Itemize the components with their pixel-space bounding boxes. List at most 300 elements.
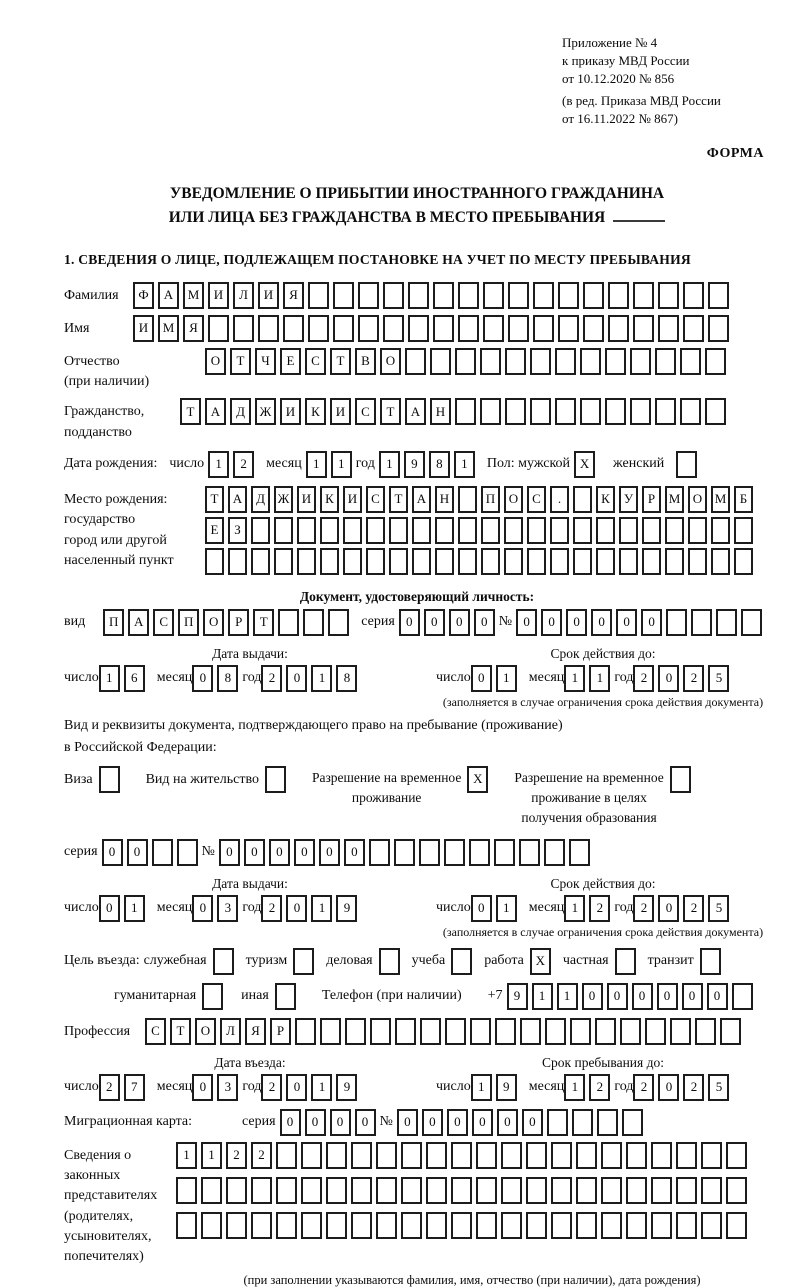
char-cell[interactable] bbox=[626, 1177, 647, 1204]
char-cell[interactable]: 2 bbox=[589, 1074, 610, 1101]
char-cell[interactable]: П bbox=[103, 609, 124, 636]
char-cell[interactable] bbox=[433, 315, 454, 342]
char-cell[interactable] bbox=[326, 1142, 347, 1169]
purpose-tranzit-checkbox[interactable] bbox=[700, 948, 725, 975]
char-cell[interactable] bbox=[295, 1018, 316, 1045]
char-cell[interactable]: 0 bbox=[330, 1109, 351, 1136]
char-cell[interactable] bbox=[550, 517, 569, 544]
char-cell[interactable] bbox=[343, 548, 362, 575]
char-cell[interactable] bbox=[99, 766, 120, 793]
char-cell[interactable] bbox=[251, 517, 270, 544]
char-cell[interactable] bbox=[495, 1018, 516, 1045]
char-cell[interactable] bbox=[544, 839, 565, 866]
char-cell[interactable] bbox=[251, 548, 270, 575]
char-cell[interactable] bbox=[691, 609, 712, 636]
char-cell[interactable]: 8 bbox=[429, 451, 450, 478]
char-cell[interactable]: 0 bbox=[305, 1109, 326, 1136]
char-cell[interactable] bbox=[405, 348, 426, 375]
char-cell[interactable] bbox=[481, 517, 500, 544]
char-cell[interactable]: 0 bbox=[472, 1109, 493, 1136]
char-cell[interactable]: 0 bbox=[127, 839, 148, 866]
char-cell[interactable]: С bbox=[145, 1018, 166, 1045]
rvpo-checkbox[interactable] bbox=[670, 766, 695, 793]
char-cell[interactable] bbox=[701, 1142, 722, 1169]
char-cell[interactable] bbox=[580, 348, 601, 375]
char-cell[interactable] bbox=[508, 315, 529, 342]
char-cell[interactable]: 0 bbox=[355, 1109, 376, 1136]
char-cell[interactable] bbox=[455, 398, 476, 425]
char-cell[interactable]: 5 bbox=[708, 895, 729, 922]
char-cell[interactable]: 0 bbox=[541, 609, 562, 636]
purpose-delovaya-checkbox[interactable] bbox=[379, 948, 404, 975]
char-cell[interactable]: 0 bbox=[422, 1109, 443, 1136]
char-cell[interactable]: К bbox=[320, 486, 339, 513]
char-cell[interactable] bbox=[551, 1177, 572, 1204]
char-cell[interactable] bbox=[358, 282, 379, 309]
char-cell[interactable] bbox=[595, 1018, 616, 1045]
char-cell[interactable]: X bbox=[574, 451, 595, 478]
char-cell[interactable] bbox=[527, 517, 546, 544]
char-cell[interactable] bbox=[412, 517, 431, 544]
char-cell[interactable] bbox=[320, 1018, 341, 1045]
char-cell[interactable] bbox=[676, 1142, 697, 1169]
char-cell[interactable] bbox=[573, 486, 592, 513]
char-cell[interactable] bbox=[633, 282, 654, 309]
char-cell[interactable] bbox=[658, 315, 679, 342]
char-cell[interactable] bbox=[555, 398, 576, 425]
char-cell[interactable] bbox=[605, 348, 626, 375]
char-cell[interactable] bbox=[501, 1177, 522, 1204]
char-cell[interactable]: 2 bbox=[683, 1074, 704, 1101]
char-cell[interactable] bbox=[320, 517, 339, 544]
char-cell[interactable]: 2 bbox=[633, 665, 654, 692]
char-cell[interactable] bbox=[545, 1018, 566, 1045]
char-cell[interactable]: С bbox=[527, 486, 546, 513]
char-cell[interactable]: О bbox=[380, 348, 401, 375]
char-cell[interactable] bbox=[550, 548, 569, 575]
char-cell[interactable] bbox=[444, 839, 465, 866]
char-cell[interactable]: Е bbox=[280, 348, 301, 375]
char-cell[interactable] bbox=[451, 1177, 472, 1204]
char-cell[interactable]: 1 bbox=[564, 1074, 585, 1101]
char-cell[interactable]: 0 bbox=[244, 839, 265, 866]
char-cell[interactable] bbox=[732, 983, 753, 1010]
char-cell[interactable] bbox=[596, 517, 615, 544]
char-cell[interactable] bbox=[642, 517, 661, 544]
char-cell[interactable]: 0 bbox=[397, 1109, 418, 1136]
char-cell[interactable] bbox=[458, 315, 479, 342]
char-cell[interactable] bbox=[276, 1212, 297, 1239]
char-cell[interactable]: Б bbox=[734, 486, 753, 513]
char-cell[interactable] bbox=[301, 1212, 322, 1239]
char-cell[interactable]: 8 bbox=[217, 665, 238, 692]
char-cell[interactable] bbox=[555, 348, 576, 375]
char-cell[interactable]: 0 bbox=[516, 609, 537, 636]
vnzh-checkbox[interactable] bbox=[265, 766, 290, 793]
char-cell[interactable]: 0 bbox=[658, 1074, 679, 1101]
char-cell[interactable]: 9 bbox=[336, 1074, 357, 1101]
char-cell[interactable] bbox=[576, 1177, 597, 1204]
char-cell[interactable] bbox=[630, 398, 651, 425]
char-cell[interactable] bbox=[605, 398, 626, 425]
char-cell[interactable] bbox=[297, 548, 316, 575]
char-cell[interactable]: Д bbox=[230, 398, 251, 425]
char-cell[interactable]: 0 bbox=[424, 609, 445, 636]
char-cell[interactable] bbox=[274, 517, 293, 544]
char-cell[interactable]: П bbox=[481, 486, 500, 513]
char-cell[interactable] bbox=[651, 1212, 672, 1239]
char-cell[interactable] bbox=[476, 1142, 497, 1169]
char-cell[interactable] bbox=[501, 1142, 522, 1169]
char-cell[interactable]: Р bbox=[270, 1018, 291, 1045]
char-cell[interactable]: 0 bbox=[471, 895, 492, 922]
char-cell[interactable] bbox=[408, 315, 429, 342]
purpose-inaya-checkbox[interactable] bbox=[275, 983, 300, 1010]
char-cell[interactable] bbox=[601, 1177, 622, 1204]
char-cell[interactable] bbox=[376, 1142, 397, 1169]
char-cell[interactable] bbox=[351, 1177, 372, 1204]
char-cell[interactable]: И bbox=[208, 282, 229, 309]
char-cell[interactable]: 0 bbox=[497, 1109, 518, 1136]
char-cell[interactable] bbox=[569, 839, 590, 866]
char-cell[interactable]: Т bbox=[180, 398, 201, 425]
char-cell[interactable] bbox=[202, 983, 223, 1010]
char-cell[interactable]: 9 bbox=[404, 451, 425, 478]
char-cell[interactable]: Ч bbox=[255, 348, 276, 375]
visa-checkbox[interactable] bbox=[99, 766, 124, 793]
char-cell[interactable]: 1 bbox=[331, 451, 352, 478]
purpose-ucheba-checkbox[interactable] bbox=[451, 948, 476, 975]
char-cell[interactable] bbox=[608, 315, 629, 342]
char-cell[interactable]: 0 bbox=[219, 839, 240, 866]
gender-male-checkbox[interactable] bbox=[574, 451, 599, 478]
char-cell[interactable]: 2 bbox=[99, 1074, 120, 1101]
char-cell[interactable] bbox=[576, 1142, 597, 1169]
char-cell[interactable]: Н bbox=[435, 486, 454, 513]
char-cell[interactable] bbox=[633, 315, 654, 342]
char-cell[interactable]: О bbox=[504, 486, 523, 513]
char-cell[interactable]: М bbox=[665, 486, 684, 513]
char-cell[interactable] bbox=[655, 398, 676, 425]
char-cell[interactable]: Ж bbox=[274, 486, 293, 513]
char-cell[interactable] bbox=[676, 1212, 697, 1239]
char-cell[interactable] bbox=[608, 282, 629, 309]
char-cell[interactable] bbox=[665, 548, 684, 575]
char-cell[interactable] bbox=[293, 948, 314, 975]
char-cell[interactable] bbox=[201, 1212, 222, 1239]
char-cell[interactable] bbox=[426, 1212, 447, 1239]
char-cell[interactable] bbox=[389, 517, 408, 544]
char-cell[interactable]: Т bbox=[380, 398, 401, 425]
char-cell[interactable]: С bbox=[366, 486, 385, 513]
char-cell[interactable] bbox=[688, 548, 707, 575]
char-cell[interactable] bbox=[573, 517, 592, 544]
char-cell[interactable]: 0 bbox=[658, 895, 679, 922]
char-cell[interactable] bbox=[205, 548, 224, 575]
char-cell[interactable]: И bbox=[297, 486, 316, 513]
char-cell[interactable]: З bbox=[228, 517, 247, 544]
char-cell[interactable] bbox=[476, 1177, 497, 1204]
char-cell[interactable]: 0 bbox=[566, 609, 587, 636]
char-cell[interactable] bbox=[258, 315, 279, 342]
char-cell[interactable] bbox=[333, 282, 354, 309]
char-cell[interactable] bbox=[726, 1142, 747, 1169]
char-cell[interactable]: 9 bbox=[496, 1074, 517, 1101]
char-cell[interactable] bbox=[275, 983, 296, 1010]
char-cell[interactable]: 0 bbox=[682, 983, 703, 1010]
char-cell[interactable] bbox=[376, 1177, 397, 1204]
char-cell[interactable]: 1 bbox=[99, 665, 120, 692]
char-cell[interactable]: 0 bbox=[447, 1109, 468, 1136]
char-cell[interactable]: 0 bbox=[591, 609, 612, 636]
char-cell[interactable] bbox=[676, 451, 697, 478]
char-cell[interactable] bbox=[458, 548, 477, 575]
purpose-sluzhebnaya-checkbox[interactable] bbox=[213, 948, 238, 975]
char-cell[interactable] bbox=[676, 1177, 697, 1204]
purpose-gumanitarnaya-checkbox[interactable] bbox=[202, 983, 227, 1010]
char-cell[interactable] bbox=[328, 609, 349, 636]
char-cell[interactable] bbox=[483, 315, 504, 342]
char-cell[interactable]: 0 bbox=[399, 609, 420, 636]
char-cell[interactable] bbox=[527, 548, 546, 575]
char-cell[interactable] bbox=[208, 315, 229, 342]
char-cell[interactable]: 0 bbox=[319, 839, 340, 866]
char-cell[interactable] bbox=[655, 348, 676, 375]
char-cell[interactable]: И bbox=[133, 315, 154, 342]
char-cell[interactable]: Т bbox=[253, 609, 274, 636]
char-cell[interactable] bbox=[642, 548, 661, 575]
char-cell[interactable]: 1 bbox=[311, 665, 332, 692]
char-cell[interactable]: 0 bbox=[294, 839, 315, 866]
char-cell[interactable] bbox=[701, 1177, 722, 1204]
char-cell[interactable]: 0 bbox=[522, 1109, 543, 1136]
char-cell[interactable]: X bbox=[467, 766, 488, 793]
char-cell[interactable] bbox=[734, 517, 753, 544]
char-cell[interactable] bbox=[508, 282, 529, 309]
char-cell[interactable] bbox=[711, 548, 730, 575]
char-cell[interactable]: 9 bbox=[336, 895, 357, 922]
char-cell[interactable] bbox=[458, 517, 477, 544]
char-cell[interactable] bbox=[226, 1177, 247, 1204]
char-cell[interactable] bbox=[601, 1212, 622, 1239]
char-cell[interactable] bbox=[551, 1142, 572, 1169]
char-cell[interactable]: О bbox=[203, 609, 224, 636]
char-cell[interactable] bbox=[583, 315, 604, 342]
char-cell[interactable] bbox=[345, 1018, 366, 1045]
char-cell[interactable]: К bbox=[596, 486, 615, 513]
char-cell[interactable] bbox=[435, 517, 454, 544]
purpose-rabota-checkbox[interactable] bbox=[530, 948, 555, 975]
char-cell[interactable] bbox=[680, 348, 701, 375]
char-cell[interactable] bbox=[651, 1177, 672, 1204]
char-cell[interactable]: 1 bbox=[557, 983, 578, 1010]
char-cell[interactable] bbox=[680, 398, 701, 425]
char-cell[interactable]: 0 bbox=[616, 609, 637, 636]
char-cell[interactable] bbox=[726, 1177, 747, 1204]
char-cell[interactable]: 1 bbox=[311, 1074, 332, 1101]
char-cell[interactable]: 2 bbox=[683, 895, 704, 922]
char-cell[interactable] bbox=[645, 1018, 666, 1045]
char-cell[interactable] bbox=[526, 1177, 547, 1204]
char-cell[interactable] bbox=[233, 315, 254, 342]
char-cell[interactable] bbox=[308, 315, 329, 342]
char-cell[interactable] bbox=[480, 348, 501, 375]
char-cell[interactable] bbox=[370, 1018, 391, 1045]
char-cell[interactable]: Т bbox=[170, 1018, 191, 1045]
char-cell[interactable] bbox=[505, 398, 526, 425]
char-cell[interactable] bbox=[551, 1212, 572, 1239]
char-cell[interactable] bbox=[480, 398, 501, 425]
char-cell[interactable] bbox=[533, 315, 554, 342]
char-cell[interactable] bbox=[419, 839, 440, 866]
char-cell[interactable] bbox=[301, 1177, 322, 1204]
char-cell[interactable]: И bbox=[330, 398, 351, 425]
char-cell[interactable]: Я bbox=[283, 282, 304, 309]
char-cell[interactable] bbox=[700, 948, 721, 975]
purpose-chastnaya-checkbox[interactable] bbox=[615, 948, 640, 975]
char-cell[interactable] bbox=[297, 517, 316, 544]
char-cell[interactable] bbox=[283, 315, 304, 342]
char-cell[interactable] bbox=[201, 1177, 222, 1204]
char-cell[interactable] bbox=[228, 548, 247, 575]
char-cell[interactable]: 0 bbox=[707, 983, 728, 1010]
char-cell[interactable]: 0 bbox=[632, 983, 653, 1010]
char-cell[interactable] bbox=[276, 1177, 297, 1204]
char-cell[interactable] bbox=[530, 348, 551, 375]
char-cell[interactable]: 1 bbox=[496, 895, 517, 922]
char-cell[interactable]: И bbox=[258, 282, 279, 309]
char-cell[interactable] bbox=[251, 1177, 272, 1204]
char-cell[interactable]: X bbox=[530, 948, 551, 975]
char-cell[interactable] bbox=[576, 1212, 597, 1239]
char-cell[interactable] bbox=[526, 1212, 547, 1239]
char-cell[interactable]: А bbox=[405, 398, 426, 425]
char-cell[interactable]: 0 bbox=[471, 665, 492, 692]
char-cell[interactable]: А bbox=[128, 609, 149, 636]
char-cell[interactable] bbox=[670, 766, 691, 793]
char-cell[interactable] bbox=[580, 398, 601, 425]
char-cell[interactable] bbox=[366, 517, 385, 544]
char-cell[interactable] bbox=[251, 1212, 272, 1239]
char-cell[interactable] bbox=[596, 548, 615, 575]
char-cell[interactable]: 1 bbox=[176, 1142, 197, 1169]
char-cell[interactable] bbox=[401, 1142, 422, 1169]
char-cell[interactable]: 0 bbox=[286, 665, 307, 692]
char-cell[interactable]: 0 bbox=[280, 1109, 301, 1136]
char-cell[interactable] bbox=[435, 548, 454, 575]
char-cell[interactable] bbox=[705, 348, 726, 375]
char-cell[interactable]: 3 bbox=[217, 895, 238, 922]
char-cell[interactable] bbox=[326, 1212, 347, 1239]
char-cell[interactable]: 0 bbox=[449, 609, 470, 636]
char-cell[interactable] bbox=[470, 1018, 491, 1045]
char-cell[interactable]: 0 bbox=[657, 983, 678, 1010]
char-cell[interactable] bbox=[670, 1018, 691, 1045]
char-cell[interactable]: И bbox=[343, 486, 362, 513]
char-cell[interactable] bbox=[389, 548, 408, 575]
char-cell[interactable] bbox=[383, 282, 404, 309]
char-cell[interactable]: В bbox=[355, 348, 376, 375]
char-cell[interactable] bbox=[351, 1212, 372, 1239]
char-cell[interactable]: . bbox=[550, 486, 569, 513]
char-cell[interactable] bbox=[658, 282, 679, 309]
char-cell[interactable] bbox=[326, 1177, 347, 1204]
char-cell[interactable] bbox=[333, 315, 354, 342]
char-cell[interactable] bbox=[526, 1142, 547, 1169]
char-cell[interactable] bbox=[451, 948, 472, 975]
char-cell[interactable] bbox=[701, 1212, 722, 1239]
char-cell[interactable] bbox=[451, 1142, 472, 1169]
char-cell[interactable]: А bbox=[205, 398, 226, 425]
char-cell[interactable]: 3 bbox=[217, 1074, 238, 1101]
char-cell[interactable] bbox=[716, 609, 737, 636]
char-cell[interactable] bbox=[558, 315, 579, 342]
char-cell[interactable]: 1 bbox=[496, 665, 517, 692]
char-cell[interactable]: 0 bbox=[286, 895, 307, 922]
char-cell[interactable]: 0 bbox=[192, 1074, 213, 1101]
char-cell[interactable]: К bbox=[305, 398, 326, 425]
char-cell[interactable]: А bbox=[412, 486, 431, 513]
char-cell[interactable] bbox=[376, 1212, 397, 1239]
char-cell[interactable] bbox=[420, 1018, 441, 1045]
char-cell[interactable]: О bbox=[688, 486, 707, 513]
char-cell[interactable]: 2 bbox=[261, 665, 282, 692]
char-cell[interactable] bbox=[683, 282, 704, 309]
char-cell[interactable] bbox=[483, 282, 504, 309]
char-cell[interactable]: П bbox=[178, 609, 199, 636]
char-cell[interactable] bbox=[570, 1018, 591, 1045]
char-cell[interactable]: 0 bbox=[192, 665, 213, 692]
char-cell[interactable]: 2 bbox=[261, 1074, 282, 1101]
char-cell[interactable]: Л bbox=[233, 282, 254, 309]
char-cell[interactable] bbox=[741, 609, 762, 636]
char-cell[interactable]: Р bbox=[228, 609, 249, 636]
char-cell[interactable]: М bbox=[158, 315, 179, 342]
char-cell[interactable]: Ж bbox=[255, 398, 276, 425]
char-cell[interactable]: 0 bbox=[641, 609, 662, 636]
char-cell[interactable]: Т bbox=[330, 348, 351, 375]
char-cell[interactable] bbox=[708, 282, 729, 309]
char-cell[interactable]: 7 bbox=[124, 1074, 145, 1101]
char-cell[interactable] bbox=[177, 839, 198, 866]
char-cell[interactable]: С bbox=[153, 609, 174, 636]
char-cell[interactable] bbox=[394, 839, 415, 866]
char-cell[interactable]: А bbox=[228, 486, 247, 513]
char-cell[interactable] bbox=[430, 348, 451, 375]
char-cell[interactable] bbox=[520, 1018, 541, 1045]
char-cell[interactable]: 2 bbox=[251, 1142, 272, 1169]
char-cell[interactable]: 0 bbox=[269, 839, 290, 866]
char-cell[interactable]: Н bbox=[430, 398, 451, 425]
char-cell[interactable] bbox=[695, 1018, 716, 1045]
char-cell[interactable] bbox=[734, 548, 753, 575]
char-cell[interactable]: 0 bbox=[102, 839, 123, 866]
char-cell[interactable]: Т bbox=[389, 486, 408, 513]
char-cell[interactable]: 0 bbox=[192, 895, 213, 922]
char-cell[interactable] bbox=[366, 548, 385, 575]
char-cell[interactable] bbox=[308, 282, 329, 309]
char-cell[interactable] bbox=[343, 517, 362, 544]
char-cell[interactable] bbox=[369, 839, 390, 866]
char-cell[interactable] bbox=[666, 609, 687, 636]
char-cell[interactable]: 1 bbox=[532, 983, 553, 1010]
char-cell[interactable] bbox=[226, 1212, 247, 1239]
char-cell[interactable]: 0 bbox=[607, 983, 628, 1010]
char-cell[interactable] bbox=[379, 948, 400, 975]
char-cell[interactable]: С bbox=[305, 348, 326, 375]
char-cell[interactable] bbox=[265, 766, 286, 793]
char-cell[interactable] bbox=[705, 398, 726, 425]
